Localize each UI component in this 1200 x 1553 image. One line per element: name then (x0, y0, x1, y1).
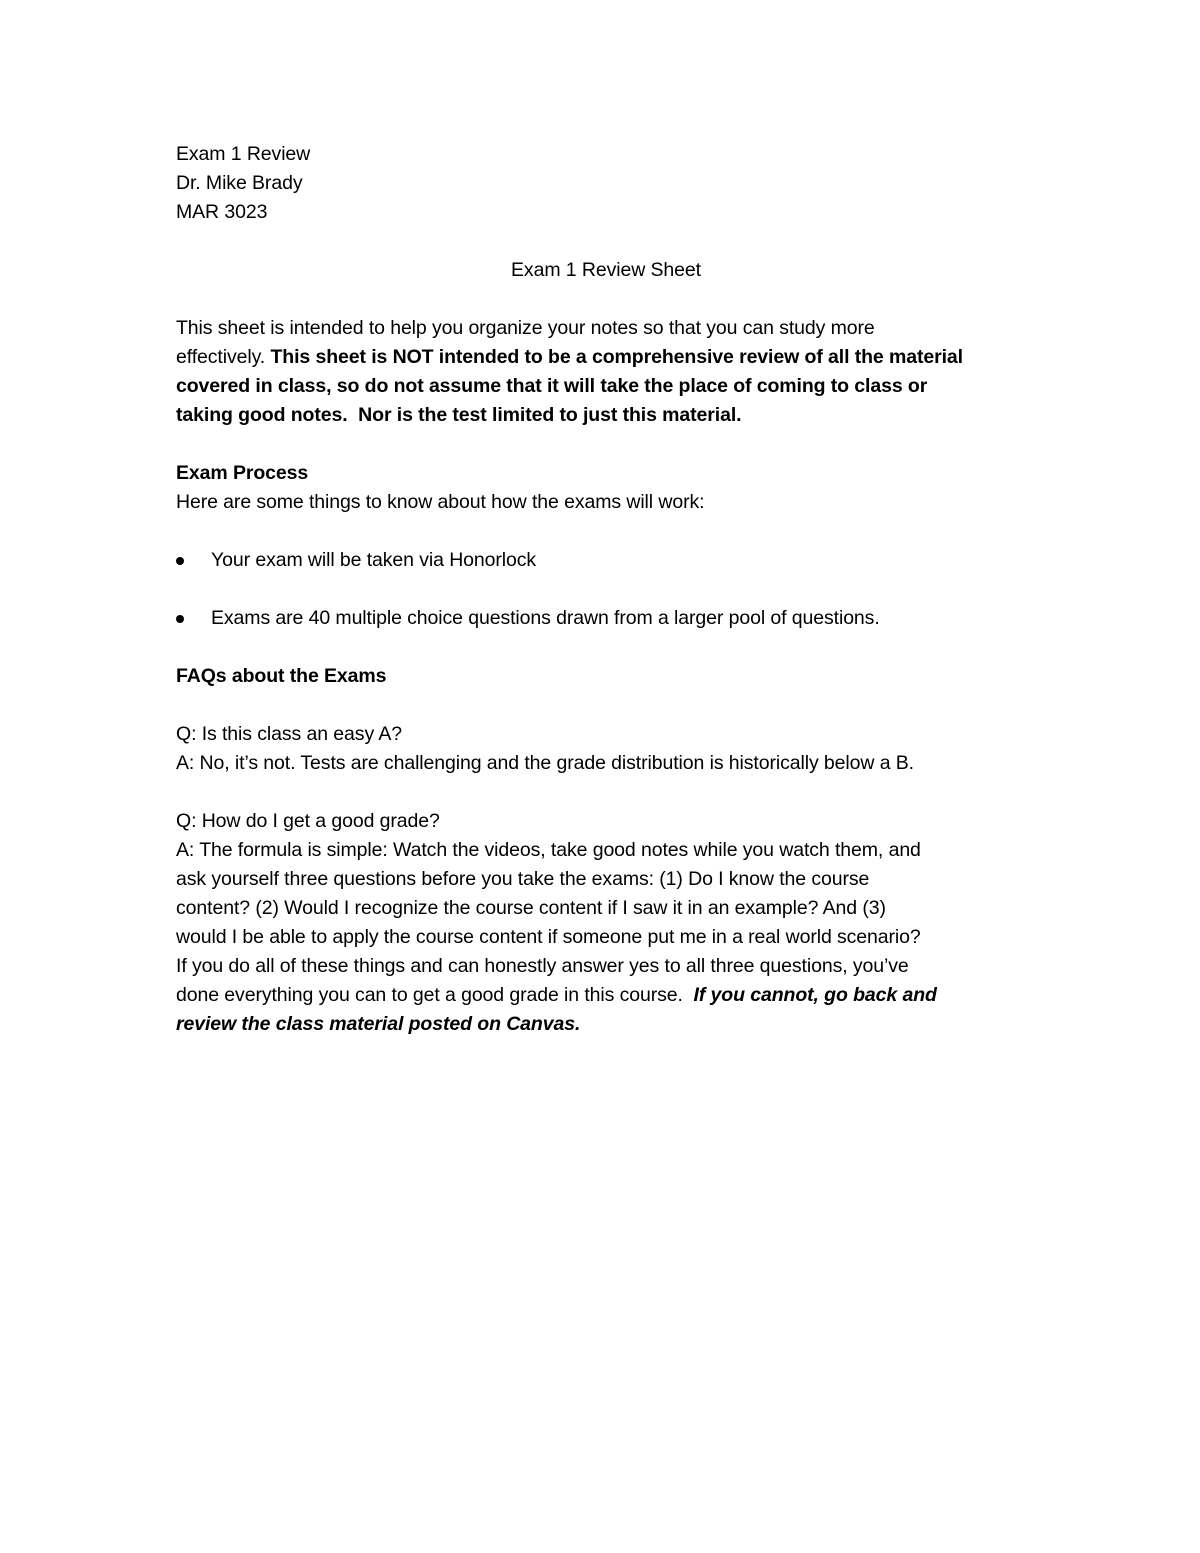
spacer (176, 227, 1036, 256)
bullet-text: Your exam will be taken via Honorlock (211, 549, 537, 571)
spacer (176, 517, 1036, 546)
intro-normal-text: effectively. (176, 346, 266, 368)
header-exam-name: Exam 1 Review (176, 143, 311, 165)
intro-bold-line: taking good notes. Nor is the test limited to just this material. (176, 404, 742, 426)
faq-question: Q: Is this class an easy A? (176, 723, 402, 745)
faq-answer-normal-text: done everything you can to get a good grade in this course. (176, 984, 683, 1006)
faq-answer-line: would I be able to apply the course content if someone put me in a real world scenario? (176, 926, 921, 948)
header-course-code: MAR 3023 (176, 201, 268, 223)
exam-process-lead: Here are some things to know about how the exams will work: (176, 491, 705, 513)
bullet-text: Exams are 40 multiple choice questions drawn from a larger pool of questions. (211, 607, 880, 629)
spacer (176, 575, 1036, 604)
bullet-icon (176, 557, 184, 565)
faqs-heading: FAQs about the Exams (176, 665, 387, 687)
spacer (176, 430, 1036, 459)
bullet-item (176, 546, 1036, 575)
faq-answer-line: content? (2) Would I recognize the course content if I saw it in an example? And (3) (176, 897, 886, 919)
faq-answer-line: A: The formula is simple: Watch the videos, take good notes while you watch them, and (176, 839, 921, 861)
intro-bold-line: covered in class, so do not assume that it will take the place of coming to class or (176, 375, 928, 397)
page-title: Exam 1 Review Sheet (511, 259, 701, 281)
spacer (176, 778, 1036, 807)
faq-answer-emphasis-line: review the class material posted on Canvas. (176, 1013, 581, 1035)
intro-line: This sheet is intended to help you organize your notes so that you can study more (176, 317, 875, 339)
faq-answer-line: ask yourself three questions before you take the exams: (1) Do I know the course (176, 868, 870, 890)
faq-answer-line: If you do all of these things and can honestly answer yes to all three questions, you’ve (176, 955, 909, 977)
intro-line (176, 343, 1036, 372)
intro-bold-text: This sheet is NOT intended to be a comprehensive review of all the material (270, 346, 963, 368)
document-body (176, 140, 1036, 1039)
header-instructor: Dr. Mike Brady (176, 172, 303, 194)
faq-answer-emphasis: If you cannot, go back and (693, 984, 937, 1006)
bullet-item (176, 604, 1036, 633)
faq-answer-line (176, 981, 1036, 1010)
spacer (176, 285, 1036, 314)
intro-paragraph (176, 314, 1036, 430)
faq-answer: A: No, it’s not. Tests are challenging and the grade distribution is historically below a B. (176, 752, 914, 774)
bullet-icon (176, 615, 184, 623)
spacer (176, 691, 1036, 720)
spacer (176, 633, 1036, 662)
exam-process-heading: Exam Process (176, 462, 309, 484)
faq-question: Q: How do I get a good grade? (176, 810, 440, 832)
